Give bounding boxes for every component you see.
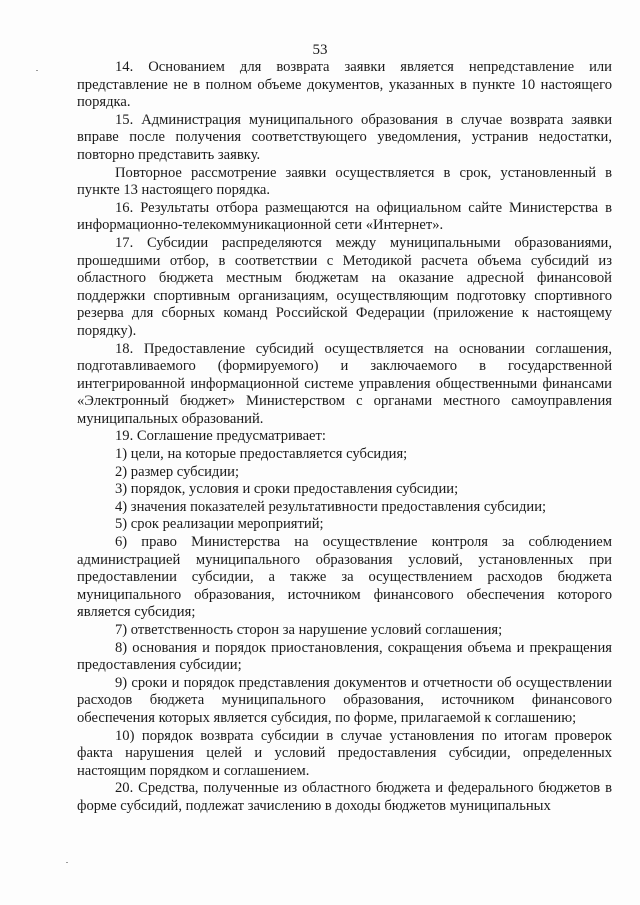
list-item-8: 8) основания и порядок приостановления, сокращения объема и прекращения предоставления субсидии; [77, 639, 612, 674]
scan-speck [66, 862, 68, 863]
paragraph-15: 15. Администрация муниципального образования в случае возврата заявки вправе после получения соответствующего уведомления, устранив недостатки, повторно представить заявку. [77, 111, 612, 163]
list-item-7: 7) ответственность сторон за нарушение условий соглашения; [115, 622, 503, 638]
page-number: 53 [312, 42, 328, 58]
list-item-4: 4) значения показателей результативности предоставления субсидии; [115, 498, 547, 515]
list-item-5: 5) срок реализации мероприятий; [115, 516, 324, 533]
paragraph-17: 17. Субсидии распределяются между муниципальными образованиями, прошедшими отбор, в соответствии с Методикой расчета объема субсидий из областного бюджета местным бюджетам на оказание адресной финансовой поддержки спортивным организациям, осуществляющим подготовку спортивного резерва для сборных команд Российской Федерации (приложение к настоящему порядку). [77, 234, 612, 339]
list-item-9: 9) сроки и порядок представления документов и отчетности об осуществлении расходов бюджета муниципального образования, источником финансового обеспечения которых является субсидия, по форме, прилагаемой к соглашению; [77, 674, 612, 726]
paragraph-19: 19. Соглашение предусматривает: [115, 428, 326, 445]
scan-speck [36, 70, 38, 71]
list-item-10: 10) порядок возврата субсидии в случае установления по итогам проверок факта нарушения целей и условий предоставления субсидии, определенных настоящим порядком и соглашением. [77, 727, 612, 779]
list-item-3: 3) порядок, условия и сроки предоставления субсидии; [115, 481, 459, 498]
paragraph-16: 16. Результаты отбора размещаются на официальном сайте Министерства в информационно-телекоммуникационной сети «Интернет». [77, 199, 612, 234]
list-item-1: 1) цели, на которые предоставляется субсидия; [115, 446, 408, 463]
list-item-6: 6) право Министерства на осуществление контроля за соблюдением администрацией муниципального образования условий, установленных при предоставлении субсидии, а также за осуществлением расходов бюджета муниципального образования, источником финансового обеспечения которого является субсидия; [77, 534, 612, 621]
paragraph-20: 20. Средства, полученные из областного бюджета и федерального бюджетов в форме субсидий, подлежат зачислению в доходы бюджетов муниципальных [77, 780, 612, 814]
paragraph-14: 14. Основанием для возврата заявки является непредставление или представление не в полном объеме документов, указанных в пункте 10 настоящего порядка. [77, 59, 612, 111]
document-body [77, 59, 612, 816]
paragraph-15-repeat-review: Повторное рассмотрение заявки осуществляется в срок, установленный в пункте 13 настоящего порядка. [77, 164, 612, 199]
list-item-2: 2) размер субсидии; [115, 463, 239, 480]
paragraph-18: 18. Предоставление субсидий осуществляется на основании соглашения, подготавливаемого (формируемого) и заключаемого в государственной интегрированной информационной системе управления общественными финансами «Электронный бюджет» Министерством с органами местного самоуправления муниципальных образований. [77, 340, 612, 427]
